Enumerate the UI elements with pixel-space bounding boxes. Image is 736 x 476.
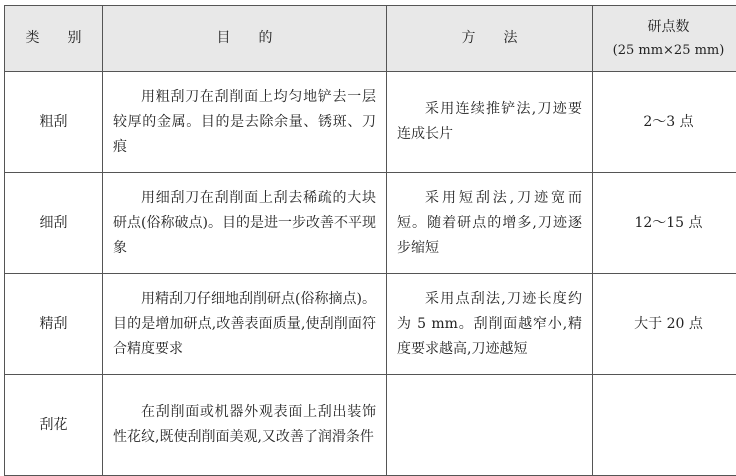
- row-method: [387, 375, 593, 476]
- header-points-title: 研点数: [647, 19, 690, 35]
- row-points: 大于 20 点: [593, 274, 736, 375]
- row-category: 粗刮: [5, 72, 103, 173]
- header-purpose: 目 的: [103, 6, 387, 72]
- header-points-unit: (25 mm×25 mm): [612, 43, 725, 58]
- table-row: [5, 72, 736, 173]
- row-points: [593, 375, 736, 476]
- scraping-table: [4, 5, 736, 476]
- row-category: 精刮: [5, 274, 103, 375]
- row-points: 2～3 点: [593, 72, 736, 173]
- table-row: [5, 173, 736, 274]
- row-method: 采用连续推铲法,刀迹要连成长片: [387, 72, 593, 173]
- header-row: [5, 6, 736, 72]
- row-purpose: 在刮削面或机器外观表面上刮出装饰性花纹,既使刮削面美观,又改善了润滑条件: [103, 375, 387, 476]
- row-purpose: 用细刮刀在刮削面上刮去稀疏的大块研点(俗称破点)。目的是进一步改善不平现象: [103, 173, 387, 274]
- row-method: 采用点刮法,刀迹长度约为 5 mm。刮削面越窄小,精度要求越高,刀迹越短: [387, 274, 593, 375]
- header-method: 方 法: [387, 6, 593, 72]
- table-row: [5, 375, 736, 476]
- row-purpose: 用粗刮刀在刮削面上均匀地铲去一层较厚的金属。目的是去除余量、锈斑、刀痕: [103, 72, 387, 173]
- row-points: 12～15 点: [593, 173, 736, 274]
- row-method: 采用短刮法,刀迹宽而短。随着研点的增多,刀迹逐步缩短: [387, 173, 593, 274]
- row-purpose: 用精刮刀仔细地刮削研点(俗称摘点)。目的是增加研点,改善表面质量,使刮削面符合精度要求: [103, 274, 387, 375]
- table-row: [5, 274, 736, 375]
- header-category: 类 别: [5, 6, 103, 72]
- row-category: 细刮: [5, 173, 103, 274]
- row-category: 刮花: [5, 375, 103, 476]
- header-points: [593, 6, 736, 72]
